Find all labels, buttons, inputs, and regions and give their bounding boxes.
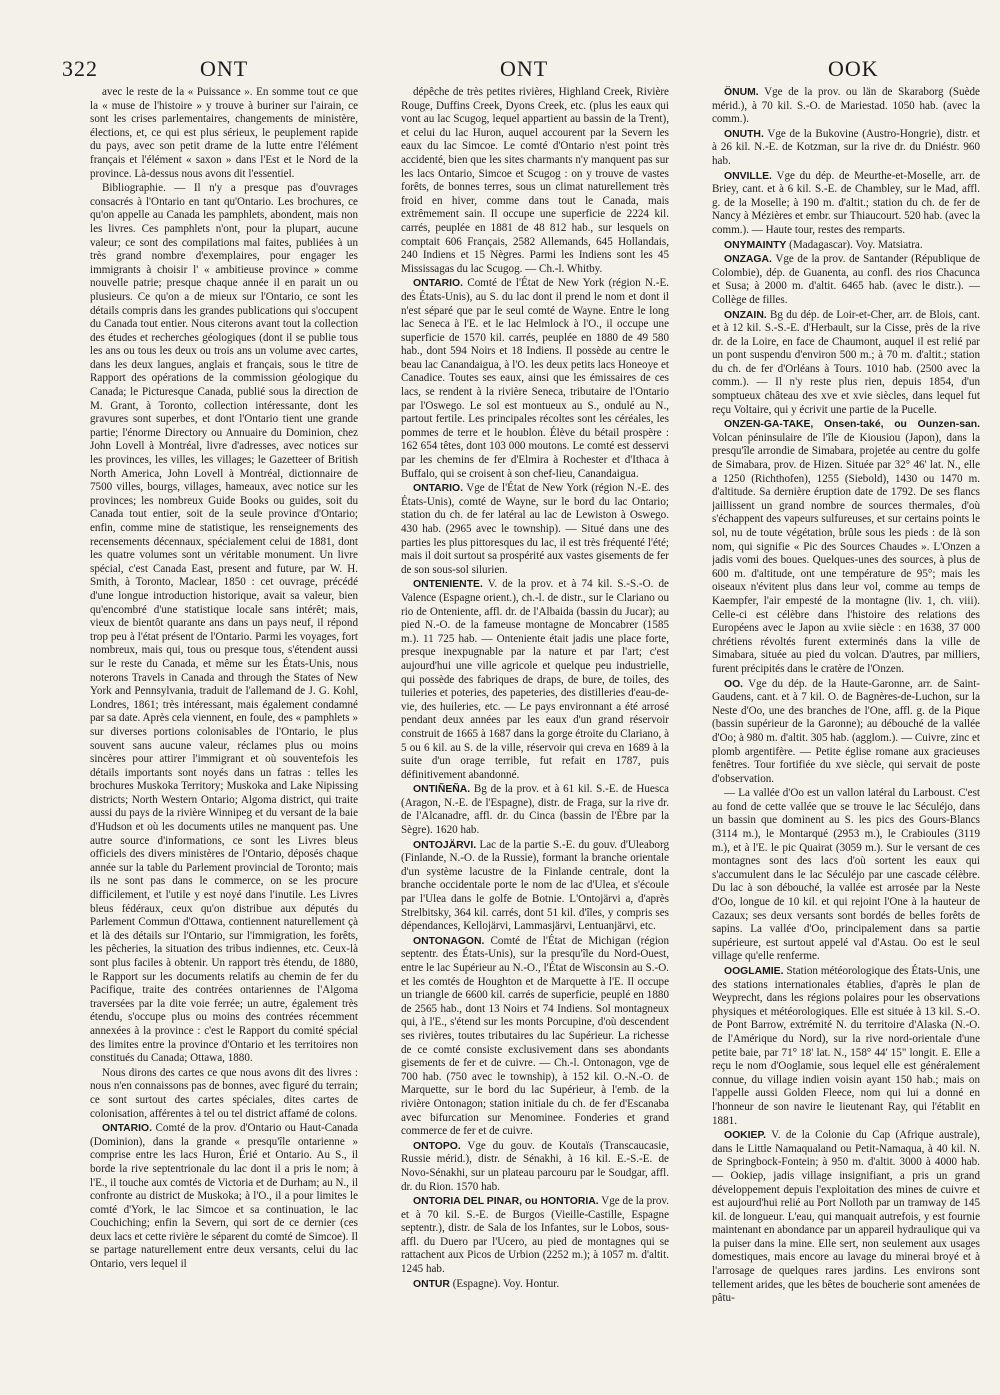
entry-headword: ONZAIN. (724, 309, 767, 321)
entry-text: Nous dirons des cartes ce que nous avons dit des livres : nous n'en connaissons pas de bonnes, avec figuré du terrain; ce sont surtout des cartes spéciales, dites cartes de colonisation, afférentes à tel ou tel district affamé de colons. (90, 1066, 358, 1120)
entry-text: Volcan péninsulaire de l'île de Kiousiou (Japon), dans la presqu'île arrondie de Simabara, projetée au centre du golfe de Simabara, prov. de Hizen. Située par 32° 46' lat. N., elle a 1250 (Richthofen), 1255 (Siebold), 1430 ou 1470 m. d'altitude. Sa dernière éruption date de 1792. De ses flancs jaillissent un grand nombre de sources thermales, d'où s'échappent des vapeurs sulfureuses, et sur certains points le sol, nu de toute végétation, brûle sous les pieds : de là son nom, qui signifie « Pic des Sources Chaudes ». L'Onzen a jadis vomi des boues. Quelques-unes des sources, à plus de 600 m. d'altitude, ont une température de 95°; mais les oiseaux n'évitent plus dans leur vol, comme au temps de Kaempfer, l'air empesté de la montagne (liv. 1, ch. viii). Celle-ci est célèbre dans l'histoire des relations des Européens avec le Japon au xviie siècle : en 1638, 37 000 chrétiens révoltés furent exterminés dans la ville de Simabara, située au pied du volcan. D'autres, par milliers, furent précipités dans le cratère de l'Onzen. (712, 431, 980, 675)
entry-text: — La vallée d'Oo est un vallon latéral du Larboust. C'est au fond de cette vallée que se trouve le lac Séculéjo, dans un bassin que dominent au S. les pics des Gours-Blancs (3114 m.), le Montarqué (2953 m.), le Crabioules (3119 m.), et à l'E. le pic Quairat (3059 m.). Sur le versant de ces montagnes sont des lacs d'où sortent les eaux qui s'accumulent dans le lac Séculéjo par une cascade célèbre. Du lac à son débouché, la vallée est arrosée par la Neste d'Oo, longue de 10 kil. et qui rejoint l'One à la hauteur de Cazaux; ses deux versants sont bordés de belles forêts de sapins. La vallée d'Oo, principalement dans sa partie supérieure, est surtout appelé val d'Astau. Oo est le seul village qu'elle renferme. (712, 787, 980, 963)
entry-text: V. de la Colonie du Cap (Afrique australe), dans le Little Namaqualand ou Petit-Namaqua, à 40 kil. N. de Springbock-Fontein; à 950 m. d'altit. 3000 à 4000 hab. — Ookiep, jadis village insignifiant, a pris un grand développement depuis l'exploitation des mines de cuivre et est aujourd'hui relié au Port Nolloth par un tramway de 145 kil. de longueur. L'eau, qui manquait autrefois, y est fournie maintenant en abondance par un appareil hydraulique qui va la puiser dans la mine. Elle sert, non seulement aux usages domestiques, mais encore au lavage du minerai broyé et à l'arrosage de quelques rares jardins. Les environs sont tellement arides, que les bêtes de boucherie sont amenées de pâtu- (712, 1129, 980, 1305)
running-header-left: ONT (200, 56, 249, 81)
dictionary-entry (401, 783, 669, 837)
entry-paragraph (90, 182, 358, 1066)
dictionary-entry (712, 86, 980, 127)
entry-text: Vge de la prov. de Santander (République de Colombie), dép. de Guanenta, au confl. des rios Chacunca et Susa; à 2000 m. d'altit. 6465 hab. (avec le distr.). — Collège de filles. (712, 253, 980, 306)
entry-headword: ONZAGA. (724, 254, 772, 266)
dictionary-entry (401, 578, 669, 782)
entry-headword: ONTARIO. (413, 278, 464, 290)
entry-text: Vge de la prov. ou län de Skaraborg (Suède mérid.), à 70 kil. S.-O. de Mariestad. 1050 hab. (avec la comm.). (712, 86, 980, 126)
entry-headword: ONVILLE. (724, 170, 772, 182)
entry-paragraph (712, 787, 980, 964)
dictionary-entry (712, 678, 980, 787)
dictionary-entry (712, 239, 980, 253)
entry-headword: ONUTH. (724, 128, 764, 140)
entry-headword: ÖNUM. (724, 87, 759, 98)
entry-text: Vge du dép. de la Haute-Garonne, arr. de Saint-Gaudens, cant. et à 7 kil. O. de Bagnères-de-Luchon, sur la Neste d'Oo, une des branches de l'One, affl. g. de la Pique (bassin supérieur de la Garonne); au débouché de la vallée d'Oo; à 980 m. d'altit. 305 hab. (agglom.). — Cuivre, zinc et plomb argentifère. — Petite église romane aux gracieuses fenêtres. Tour fortifiée du xve siècle, qui servait de poste d'observation. (712, 677, 980, 785)
entry-headword: ONZEN-GA-TAKE, Onsen-také, ou Ounzen-san. (724, 419, 980, 431)
dictionary-entry (90, 1122, 358, 1272)
entry-paragraph (90, 1067, 358, 1121)
entry-text: Lac de la partie S.-E. du gouv. d'Uleaborg (Finlande, N.-O. de la Russie), formant la branche orientale d'un système lacustre de la Finlande centrale, dont la branche occidentale porte le nom de lac d'Ulea, et s'écoule par l'Ulea dans le golfe de Botnie. L'Ontojärvi a, d'après Strelbitsky, 364 kil. carrés, dont 51 kil. d'îles, y compris ses dépendances, Kellojärvi, Lammasjärvi, Lentuanjärvi, etc. (401, 838, 669, 933)
entry-paragraph (401, 86, 669, 276)
entry-text: Vge de la Bukovine (Austro-Hongrie), distr. et à 26 kil. N.-E. de Kotzman, sur la rive dr. du Dniéstr. 960 hab. (712, 127, 980, 167)
entry-headword: ONYMAINTY (724, 239, 787, 251)
entry-text: (Espagne). Voy. Hontur. (452, 1277, 560, 1290)
dictionary-entry (401, 839, 669, 934)
running-header-center: ONT (500, 56, 549, 81)
dictionary-entry (401, 277, 669, 481)
dictionary-entry (712, 418, 980, 676)
entry-text: Comté de l'État de Michigan (région septentr. des États-Unis), sur la presqu'île du Nord-Ouest, entre le lac Supérieur au N.-O., l'État de Wisconsin au S.-O. et les comtés de Houghton et de Marquette à l'E. Il occupe un triangle de 6600 kil. carrés de superficie, peuplé en 1880 de 2565 hab., dont 13 Noirs et 74 Indiens. Sol montagneux qui, à l'E., s'étend sur les monts Porcupine, d'où descendent ses rivières, toutes tributaires du lac Supérieur. La richesse de ce comté consiste exclusivement dans ses abondants gisements de fer et de cuivre. — Ch.-l. Ontonagon, vge de 700 hab. (750 avec le township), à 152 kil. O.-N.-O. de Marquette, sur le bord du lac Supérieur, à l'emb. de la rivière Ontonagon; station initiale du ch. de fer d'Escanaba avec bifurcation sur Menominee. Fonderies et grand commerce de fer et de cuivre. (401, 934, 669, 1138)
dictionary-entry (401, 1278, 669, 1292)
entry-text: Vge de l'État de New York (région N.-E. des États-Unis), comté de Wayne, sur le bord du lac Ontario; station du ch. de fer latéral au lac de Lewiston à Oswego. 430 hab. (2965 avec le township). — Situé dans une des parties les plus pittoresques du lac, il est très fréquenté l'été; mais il doit surtout sa prospérité aux vastes gisements de fer de son sous-sol silurien. (401, 482, 669, 576)
entry-text: Bibliographie. — Il n'y a presque pas d'ouvrages consacrés à l'Ontario en tant qu'Ontario. Les brochures, ce qu'on appelle au Canada les pamphlets, abondent, mais non les livres. Ces pamphlets n'ont, pour la plupart, aucune valeur; ce sont des compilations mal faites, publiées à un très grand nombre d'exemplaires, pour engager les immigrants à choisir l' « ambitieuse province » comme nouvelle patrie; presque chaque année il en parait un ou plusieurs. Ce qu'on a de mieux sur l'Ontario, ce sont les détails compris dans les grandes publications qui s'occupent du Canada tout entier. Nous citerons avant tout la collection des études et recherches géologiques (dont il se publie tous les ans ou tous les deux ou trois ans un volume avec cartes, dans les deux langues, anglais et français, sous le titre de Rapport des opérations de la commission géologique du Canada; le Picturesque Canada, publié sous la direction de M. Grant, à Toronto, collection intéressante, dont les gravures sont superbes, et dont l'Ontario tient une grande partie; l'énorme Directory ou Annuaire du Dominion, chez John Lovell à Montréal, livre d'adresses, avec notices sur les provinces, les villes, les villages; le Gazetteer of British North America, John Lovell à Montréal, dictionnaire de 7500 villes, bourgs, villages, hameaux, avec notice sur les provinces; les nombreux Guide Books ou guides, soit du Canada tout entier, soit de la seule province d'Ontario; enfin, comme mine de statistique, les renseignements des recensements décennaux, spécialement celui de 1881, dont les quatre volumes sont un véritable monument. Un livre spécial, c'est Canada East, present and future, par W. H. Smith, à Toronto, Maclear, 1850 : cet ouvrage, précédé d'une longue introduction historique, avait sa valeur, bien qu'encombré d'une statistique locale sans intérêt; mais, vieux de bientôt quarante ans dans un pays neuf, il répond trop peu à l'état présent de l'Ontario. Parmi les voyages, fort nombreux, mais qui, tous ou presque tous, s'étendent aussi sur le reste du Canada, et même sur les États-Unis, nous noterons Travels in Canada and through the States of New York and Pennsylvania, traduit de l'allemand de J. G. Kohl, Londres, 1861; très intéressant, mais également condamné par sa date. Après cela viennent, en foule, des « pamphlets » sur diverses portions colonisables de l'Ontario, le plus souvent sans aucune valeur, réclames plus ou moins sincères pour attirer l'immigrant et où souventefois les détails importants sont noyés dans un fatras : telles les brochures Muskoka Territory; Muskoka and Lake Nipissing districts; North Western Ontario; Algoma district, qui traite aussi du pays de la rivière Winnipeg et du versant de la baie d'Hudson et où les documents utiles ne manquent pas. Une autre source d'informations, ce sont les Livres bleus officiels des divers ministères de l'Ontario, déposés chaque année sur la table du Parlement provincial de Toronto; mais ils ne sont pas dans le commerce, on se les procure difficilement, et l'utile y est noyé dans l'inutile. Les Livres bleus fédéraux, ceux qu'on distribue aux députés du Parlement Commun d'Ottawa, contiennent naturellement çà et là des détails sur l'Ontario, sur l'immigration, les forêts, les pêcheries, la situation des tribus indiennes, etc. Ceux-là sont plus faciles à obtenir. Un rapport très étendu, de 1880, le Rapport sur les documents relatifs au chemin de fer du Pacifique, traite des contrées ontariennes de l'Algoma traversées par la dite voie ferrée; un autre, également très étendu, s'occupe plus ou moins des contrées récemment annexées à la province : c'est le Rapport du comité spécial des limites entre la province d'Ontario et les territoires non constitués du Canada; Ottawa, 1880. (90, 182, 358, 1065)
text-column-1 (90, 86, 358, 1381)
entry-text: Vge du dép. de Meurthe-et-Moselle, arr. de Briey, cant. et à 6 kil. S.-E. de Chambley, sur le Mad, affl. g. de la Moselle; à 190 m. d'altit.; station du ch. de fer de Nancy à Mézières et embr. sur Thiaucourt. 520 hab. (avec la comm.). — Haute tour, restes des remparts. (712, 169, 980, 236)
entry-headword: OOGLAMIE. (724, 966, 784, 977)
entry-text: dépêche de très petites rivières, Highland Creek, Rivière Rouge, Duffins Creek, Dyons Creek, etc. (plus les eaux qui vont au lac Scugog, lequel appartient au bassin de la Trent), et celui du lac Huron, auquel accourent par la Severn les eaux du lac Simcoe. Le comté d'Ontario n'est point très accidenté, bien que les sites charmants n'y manquent pas sur les lacs Ontario, Simcoe et Scugog : on y trouve de vastes forêts, de bonnes terres, sous un climat naturellement très froid en hiver, comme dans tout le Canada, mais extrêmement sain. Il occupe une superficie de 2224 kil. carrés, peuplée en 1881 de 48 812 hab., sur lesquels on comptait 606 Français, 2582 Allemands, 645 Hollandais, 240 Indiens et 15 Nègres. Parmi les Indiens sont les 45 Mississagas du lac Scugog. — Ch.-l. Whitby. (401, 86, 669, 275)
page-number: 322 (62, 56, 98, 81)
entry-text: avec le reste de la « Puissance ». En somme tout ce que la « muse de l'histoire » y trouve à buriner sur l'airain, ce sont les crises parlementaires, changements de ministère, élections, et, ce qui est plus sérieux, le peuplement rapide du pays, avec son petit drame de la lutte entre l'élément français et l'élément « saxon » dans l'Est et le Nord de la province. Là-dessus nous avons dit l'essentiel. (90, 86, 358, 180)
dictionary-entry (712, 128, 980, 169)
dictionary-entry (712, 965, 980, 1128)
entry-text: Vge du gouv. de Koutaïs (Transcaucasie, Russie mérid.), distr. de Sénakhi, à 16 kil. E.-S.-E. de Novo-Sénakhi, sur un plateau parcouru par le Soudgar, affl. dr. du Rion. 1570 hab. (401, 1139, 669, 1193)
entry-paragraph (90, 86, 358, 181)
entry-text: Vge de la prov. et à 70 kil. S.-E. de Burgos (Vieille-Castille, Espagne septentr.), distr. de Sala de los Infantes, sur le Lobos, sous-affl. du Duero par l'Ucero, au pied de montagnes qui se rattachent aux Picos de Urbion (2252 m.); à 1057 m. d'altit. 1245 hab. (401, 1195, 669, 1276)
entry-text: Comté de l'État de New York (région N.-E. des États-Unis), au S. du lac dont il prend le nom et dont il n'est séparé que par le seul comté de Wayne. Entre le long lac Seneca à l'E. et le lac Helmlock à l'O., il occupe une superficie de 1570 kil. carrés, peuplée en 1880 de 49 580 hab., dont 594 Noirs et 18 Indiens. Il possède au centre le beau lac Canandaigua, à l'O. les deux petits lacs Honeoye et Canadice. Toutes ses eaux, ainsi que les émissaires de ces lacs, se rendent à la rivière Seneca, tributaire de l'Ontario par l'Oswego. Le sol est montueux au S., ondulé au N., partout fertile. Les principales récoltes sont les céréales, les pommes de terre et le houblon. Élève du bétail prospère : 162 654 têtes, dont 103 000 moutons. Le comté est desservi par les chemins de fer d'Elmira à Rochester et d'Ithaca à Buffalo, qui se croisent à son chef-lieu, Canandaigua. (401, 277, 669, 480)
dictionary-entry (401, 482, 669, 577)
entry-text: V. de la prov. et à 74 kil. S.-S.-O. de Valence (Espagne orient.), ch.-l. de distr., sur le Clariano ou rio de Onteniente, affl. dr. de l'Albaida (bassin du Jucar); au pied N.-O. de la fameuse montagne de Moncabrer (1585 m.). 11 725 hab. — Onteniente était jadis une place forte, presque inexpugnable par la nature et par l'art; c'est aujourd'hui une ville agricole et quelque peu industrielle, qui possède des fabriques de draps, de bure, de toiles, des tuileries et poteries, des papeteries, des distilleries d'eau-de-vie, des huileries, etc. — Le pays environnant a été arrosé pendant deux années par les eaux d'un grand réservoir construit de 1665 à 1687 dans la gorge étroite du Clariano, à 5 ou 6 kil. au S. de la ville, réservoir qui creva en 1689 à la suite d'un orage terrible, fut refait en 1787, puis définitivement abandonné. (401, 578, 669, 781)
entry-headword: ONTORIA DEL PINAR, ou HONTORIA. (413, 1196, 599, 1208)
entry-headword: ONTARIO. (413, 483, 464, 495)
entry-headword: ONTIÑEÑA. (413, 784, 471, 796)
entry-headword: ONTONAGON. (413, 935, 485, 947)
running-header-right: OOK (828, 56, 879, 81)
dictionary-entry (401, 1140, 669, 1194)
entry-text: Bg de la prov. et à 61 kil. S.-E. de Huesca (Aragon, N.-E. de l'Espagne), distr. de Fraga, sur la rive dr. de l'Alcanadre, affl. dr. du Cinca (bassin de l'Èbre par la Sègre). 1620 hab. (401, 783, 669, 837)
dictionary-entry (712, 170, 980, 238)
dictionary-entry (712, 253, 980, 307)
text-column-2 (401, 86, 669, 1381)
entry-headword: ONTARIO. (102, 1123, 153, 1135)
entry-headword: ONTUR (413, 1278, 450, 1290)
entry-headword: ONTOPO. (413, 1140, 461, 1152)
entry-headword: OO. (724, 678, 744, 690)
entry-headword: ONTOJÄRVI. (413, 839, 477, 851)
entry-text: (Madagascar). Voy. Matsiatra. (789, 238, 923, 251)
entry-headword: ONTENIENTE. (413, 579, 483, 591)
dictionary-entry (712, 1129, 980, 1306)
entry-text: Bg du dép. de Loir-et-Cher, arr. de Blois, cant. et à 12 kil. S.-S.-E. d'Herbault, sur la Cisse, près de la rive dr. de la Loire, en face de Chaumont, auquel il est relié par un pont suspendu d'environ 500 m.; à 70 m. d'altit.; station du ch. de fer d'Orléans à Tours. 1010 hab. (2500 avec la comm.). — Il n'y reste plus rien, depuis 1854, d'un somptueux château des xve et xvie siècles, dans lequel fut reçu Voltaire, qui y écrivit une partie de la Pucelle. (712, 308, 980, 416)
entry-text: Station météorologique des États-Unis, une des stations internationales établies, d'après le plan de Weyprecht, dans les régions polaires pour les observations physiques et météorologiques. Elle est située à 13 kil. S.-O. de Pont Barrow, extrémité N. du territoire d'Alaska (N.-O. de l'Amérique du Nord), sur la rive nord-orientale d'une petite baie, par 71° 18' lat. N., 158° 44' 15" longit. E. Elle a reçu le nom d'Ooglamie, sous lequel elle est généralement connue, du village indien voisin ayant 150 hab.; mais on l'appelle aussi Golden Fleece, nom qui lui a donné en l'honneur de son navire le lieutenant Ray, qui l'établit en 1881. (712, 965, 980, 1127)
dictionary-entry (712, 309, 980, 418)
entry-text: Comté de la prov. d'Ontario ou Haut-Canada (Dominion), dans la grande « presqu'île ontarienne » comprise entre les lacs Huron, Érié et Ontario. Au S., il borde la rive septentrionale du lac dont il a pris le nom; à l'E., il touche aux comtés de Victoria et de Durham; au N., il confronte au district de Muskoka; à l'O., il a pour limites le comté d'York, le lac Simcoe et sa continuation, le lac Couchiching; enfin la Severn, qui sort de ce dernier (ces deux lacs et cette rivière le séparent du comté de Simcoe). Il se partage naturellement entre deux versants, celui du lac Ontario, vers lequel il (90, 1122, 358, 1271)
entry-headword: OOKIEP. (724, 1130, 766, 1142)
dictionary-entry (401, 935, 669, 1139)
text-column-3 (712, 86, 980, 1381)
dictionary-entry (401, 1195, 669, 1277)
